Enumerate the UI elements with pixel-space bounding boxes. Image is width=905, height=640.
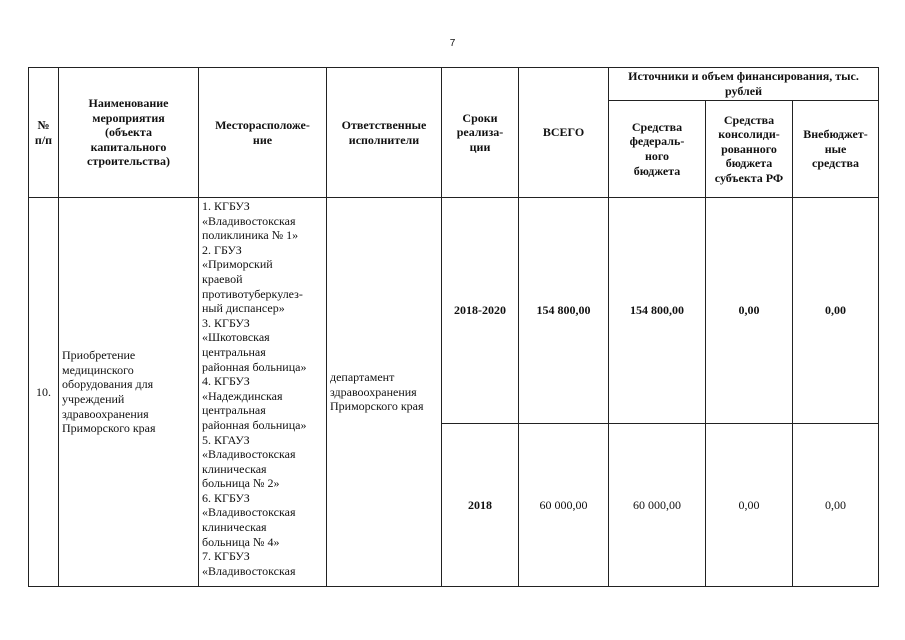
header-extrabudget: Внебюджет- ные средства: [793, 101, 879, 198]
location-line: 6. КГБУЗ: [202, 490, 250, 505]
location-line: районная больница»: [202, 417, 307, 432]
location-line: «Шкотовская: [202, 330, 270, 345]
federal-cell: 60 000,00: [609, 424, 706, 587]
location-line: больница № 4»: [202, 534, 280, 549]
row-name-cell: Приобретение медицинского оборудования для учреждений здравоохранения Приморского края: [59, 198, 199, 587]
header-row-1: [29, 68, 879, 101]
location-line: поликлиника № 1»: [202, 228, 299, 243]
location-line: ный диспансер»: [202, 301, 285, 316]
location-line: «Надеждинская: [202, 388, 283, 403]
location-line: краевой: [202, 271, 243, 286]
header-executors: Ответственные исполнители: [327, 68, 442, 198]
row-number-cell: 10.: [29, 198, 59, 587]
extrabudget-cell: 0,00: [793, 198, 879, 424]
location-line: районная больница»: [202, 359, 307, 374]
header-number: № п/п: [29, 68, 59, 198]
location-line: больница № 2»: [202, 476, 280, 491]
term-cell: 2018-2020: [442, 198, 519, 424]
consolidated-cell: 0,00: [706, 198, 793, 424]
table-row: [29, 198, 879, 424]
header-name: Наименование мероприятия (объекта капитального строительства): [59, 68, 199, 198]
location-line: «Владивостокская: [202, 563, 296, 578]
header-total: ВСЕГО: [519, 68, 609, 198]
total-cell: 60 000,00: [519, 424, 609, 587]
location-line: «Владивостокская: [202, 213, 296, 228]
location-line: 4. КГБУЗ: [202, 374, 250, 389]
federal-cell: 154 800,00: [609, 198, 706, 424]
location-line: 7. КГБУЗ: [202, 549, 250, 564]
location-line: «Приморский: [202, 257, 273, 272]
location-line: центральная: [202, 403, 266, 418]
header-terms: Сроки реализа- ции: [442, 68, 519, 198]
location-line: противотуберкулез-: [202, 286, 303, 301]
consolidated-cell: 0,00: [706, 424, 793, 587]
row-executor-cell: департамент здравоохранения Приморского края: [327, 198, 442, 587]
page-number: 7: [449, 38, 456, 49]
location-line: «Владивостокская: [202, 505, 296, 520]
location-line: 2. ГБУЗ: [202, 242, 242, 257]
extrabudget-cell: 0,00: [793, 424, 879, 587]
header-federal: Средства федераль- ного бюджета: [609, 101, 706, 198]
location-line: центральная: [202, 344, 266, 359]
location-line: клиническая: [202, 520, 267, 535]
header-sources-group: Источники и объем финансирования, тыс. рублей: [609, 68, 879, 101]
term-cell: 2018: [442, 424, 519, 587]
header-location: Месторасположе- ние: [199, 68, 327, 198]
location-line: 5. КГАУЗ: [202, 432, 250, 447]
header-consolidated: Средства консолиди- рованного бюджета субъекта РФ: [706, 101, 793, 198]
total-cell: 154 800,00: [519, 198, 609, 424]
row-location-cell: [199, 198, 327, 587]
location-line: клиническая: [202, 461, 267, 476]
location-line: 3. КГБУЗ: [202, 315, 250, 330]
location-line: «Владивостокская: [202, 447, 296, 462]
financing-table: [28, 67, 879, 587]
location-line: 1. КГБУЗ: [202, 199, 250, 213]
